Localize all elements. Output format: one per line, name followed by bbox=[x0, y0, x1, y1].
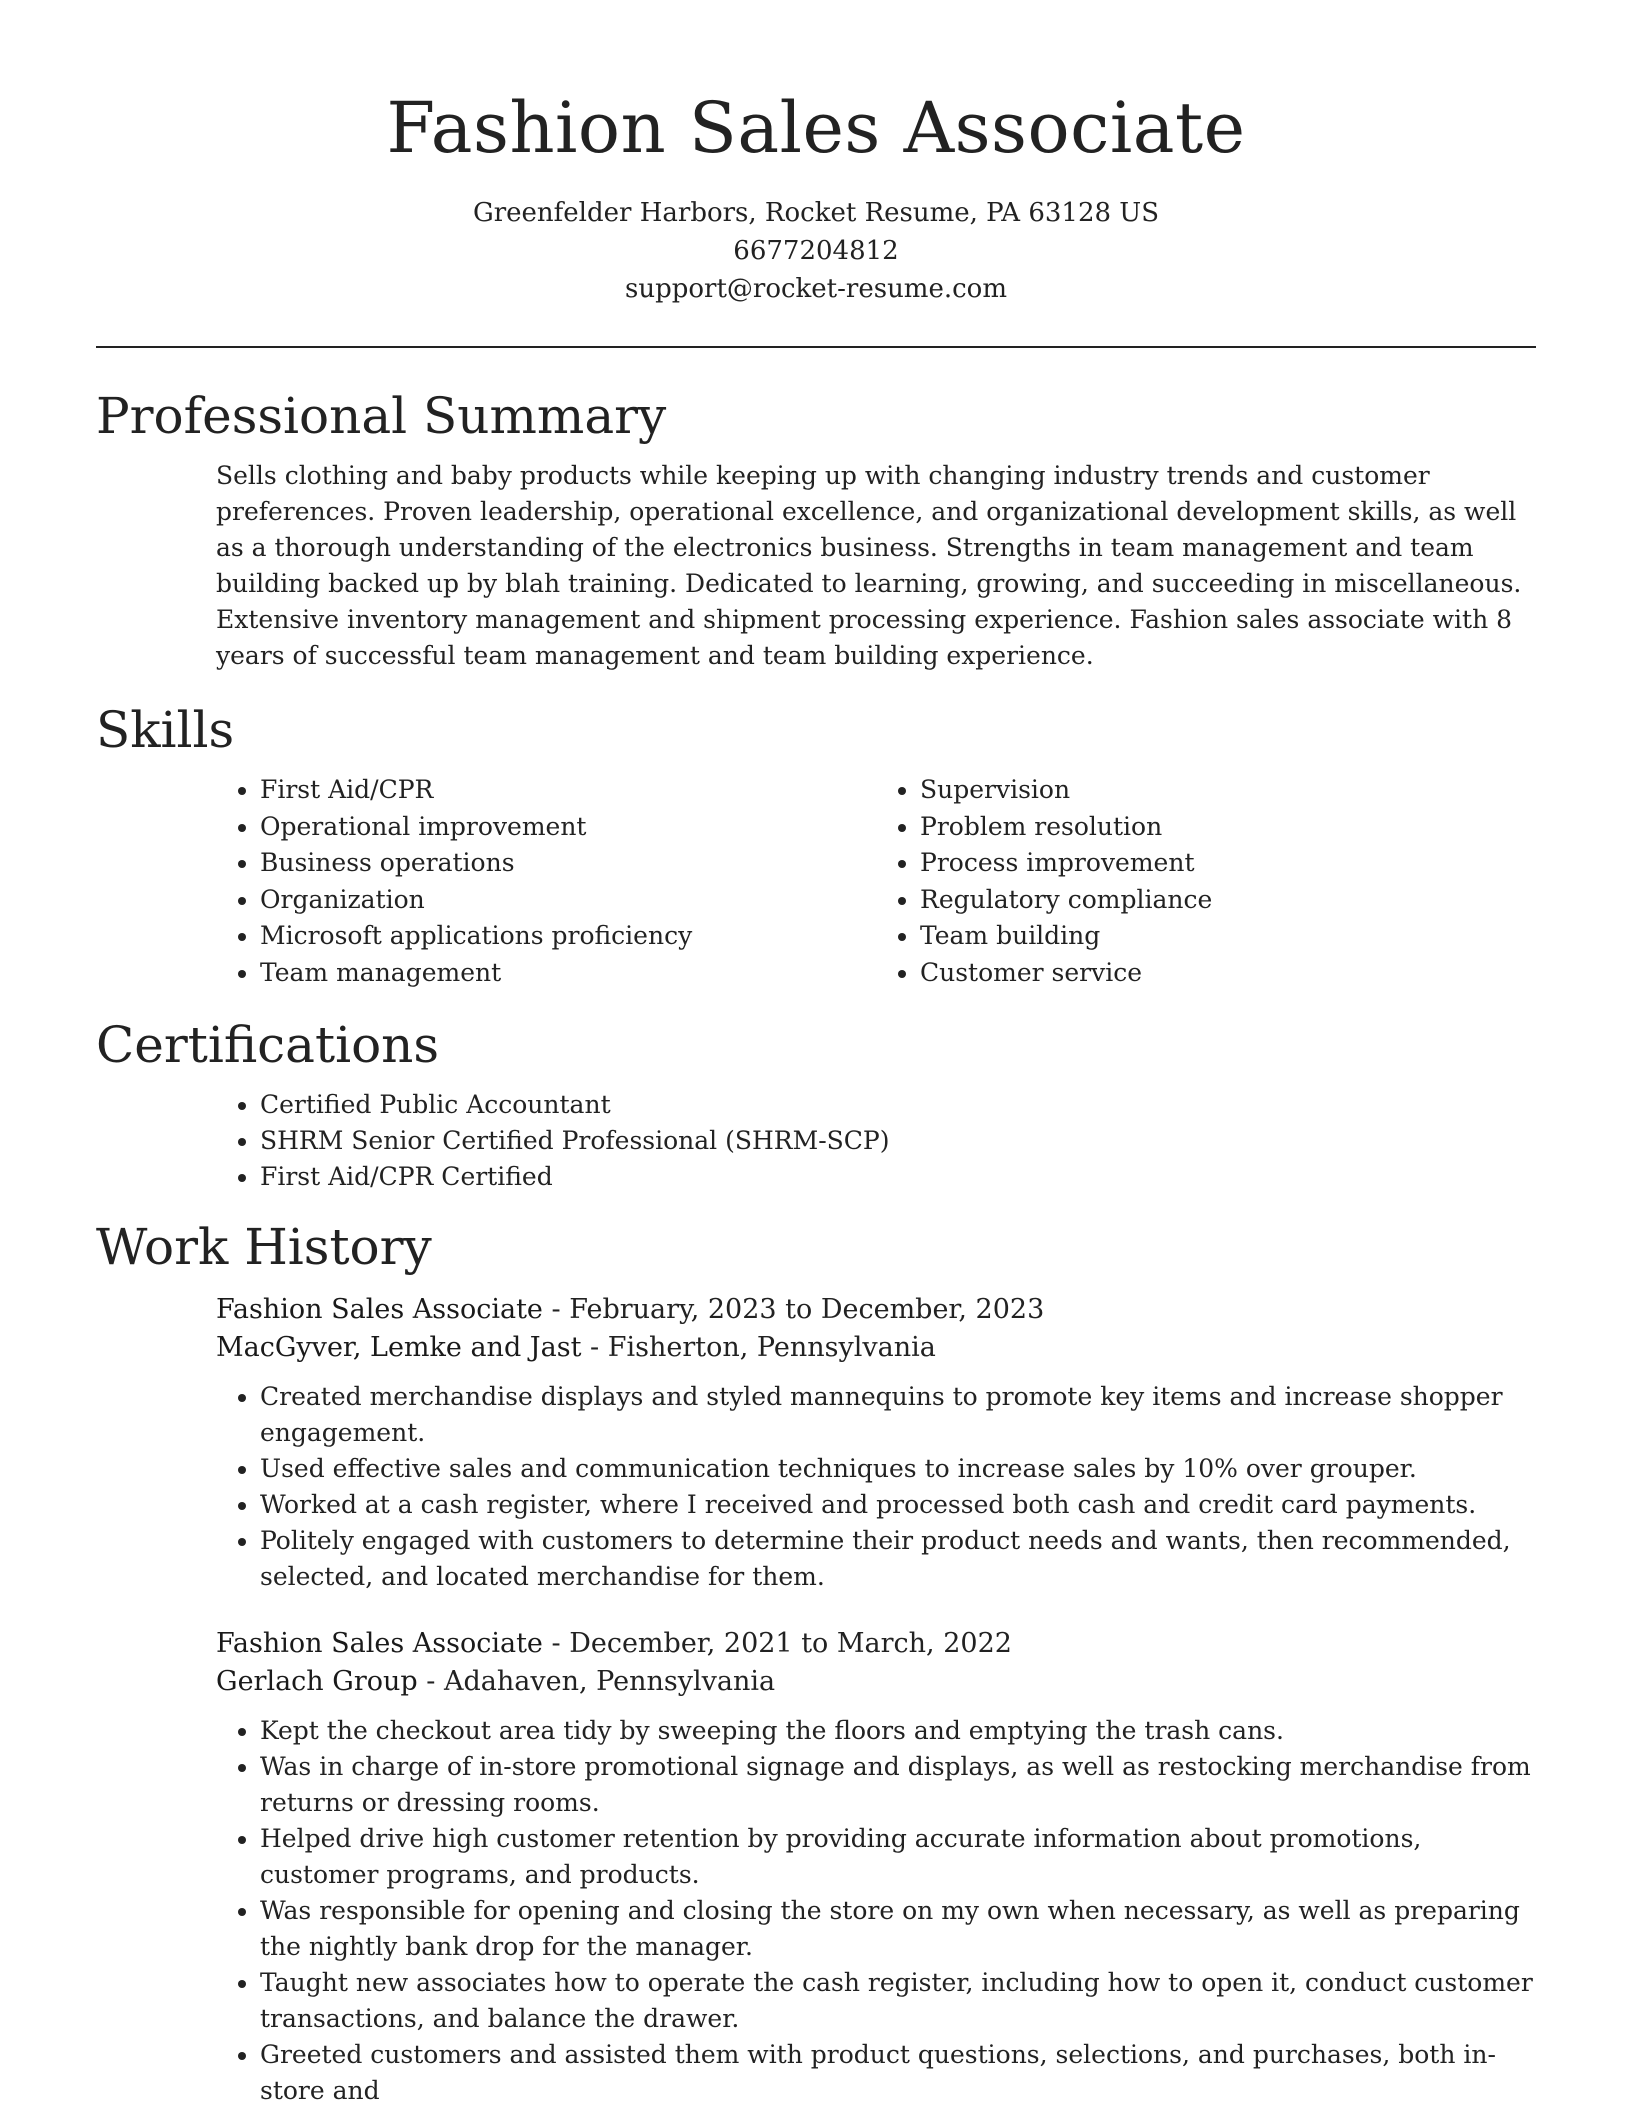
contact-address: Greenfelder Harbors, Rocket Resume, PA 63128 US bbox=[472, 198, 1160, 228]
summary-section bbox=[96, 386, 1536, 674]
job-company: Gerlach Group bbox=[216, 1666, 418, 1697]
job-entry bbox=[216, 1625, 1536, 2109]
resume-name: Fashion Sales Associate bbox=[386, 87, 1246, 169]
contact-block bbox=[96, 194, 1536, 308]
job-location: Adahaven, Pennsylvania bbox=[443, 1666, 776, 1697]
certification-item: • Certified Public Accountant bbox=[260, 1087, 1536, 1123]
job-location: Fisherton, Pennsylvania bbox=[607, 1332, 936, 1363]
job-bullet: • Taught new associates how to operate the cash register, including how to open it, conduct customer transactions, and balance the drawer. bbox=[260, 1965, 1536, 2037]
job-bullet: • Helped drive high customer retention by providing accurate information about promotions, customer programs, and products. bbox=[260, 1821, 1536, 1893]
job-title-line bbox=[216, 1625, 1536, 1663]
job-bullets bbox=[216, 1713, 1536, 2109]
certifications-section bbox=[96, 1015, 1536, 1195]
job-role: Fashion Sales Associate bbox=[216, 1294, 543, 1325]
skills-list-right bbox=[876, 772, 1536, 991]
skill-item: • Process improvement bbox=[920, 845, 1536, 882]
skills-grid bbox=[216, 772, 1536, 991]
work-history-heading: Work History bbox=[96, 1218, 432, 1276]
certifications-list bbox=[216, 1087, 1536, 1195]
job-dates: December, 2021 to March, 2022 bbox=[569, 1628, 1012, 1659]
job-bullet: • Was in charge of in-store promotional signage and displays, as well as restocking merchandise from returns or dressing rooms. bbox=[260, 1749, 1536, 1821]
job-bullet: • Politely engaged with customers to determine their product needs and wants, then recommended, selected, and located merchandise for them. bbox=[260, 1523, 1536, 1595]
job-company-separator: - bbox=[581, 1332, 608, 1363]
job-company-line bbox=[216, 1329, 1536, 1367]
skill-item: • Microsoft applications proficiency bbox=[260, 918, 876, 955]
skills-section bbox=[96, 700, 1536, 991]
certification-item: • First Aid/CPR Certified bbox=[260, 1159, 1536, 1195]
header-divider bbox=[96, 346, 1536, 348]
job-company-separator: - bbox=[417, 1666, 444, 1697]
job-bullets bbox=[216, 1379, 1536, 1595]
skill-item: • Regulatory compliance bbox=[920, 882, 1536, 919]
contact-email: support@rocket-resume.com bbox=[624, 274, 1007, 304]
job-company-line bbox=[216, 1663, 1536, 1701]
job-title-separator: - bbox=[542, 1628, 570, 1659]
job-title-line bbox=[216, 1291, 1536, 1329]
work-history-section bbox=[96, 1217, 1536, 2109]
skills-list-left bbox=[216, 772, 876, 991]
skill-item: • Operational improvement bbox=[260, 809, 876, 846]
job-bullet: • Was responsible for opening and closing the store on my own when necessary, as well as preparing the nightly bank drop for the manager. bbox=[260, 1893, 1536, 1965]
certifications-heading: Certifications bbox=[96, 1016, 440, 1074]
skill-item: • Business operations bbox=[260, 845, 876, 882]
certification-item: • SHRM Senior Certified Professional (SHRM-SCP) bbox=[260, 1123, 1536, 1159]
contact-phone: 6677204812 bbox=[733, 236, 899, 266]
job-company: MacGyver, Lemke and Jast bbox=[216, 1332, 582, 1363]
resume-header bbox=[96, 0, 1536, 308]
job-bullet: • Kept the checkout area tidy by sweeping the floors and emptying the trash cans. bbox=[260, 1713, 1536, 1749]
skill-item: • Team management bbox=[260, 955, 876, 992]
job-entry bbox=[216, 1291, 1536, 1595]
job-bullet: • Used effective sales and communication techniques to increase sales by 10% over grouper. bbox=[260, 1451, 1536, 1487]
job-title-separator: - bbox=[542, 1294, 570, 1325]
job-bullet: • Created merchandise displays and styled mannequins to promote key items and increase shopper engagement. bbox=[260, 1379, 1536, 1451]
summary-heading: Professional Summary bbox=[96, 387, 667, 445]
job-bullet: • Greeted customers and assisted them with product questions, selections, and purchases, both in-store and bbox=[260, 2037, 1536, 2109]
job-bullet: • Worked at a cash register, where I received and processed both cash and credit card payments. bbox=[260, 1487, 1536, 1523]
skills-heading: Skills bbox=[96, 701, 235, 759]
skill-item: • Customer service bbox=[920, 955, 1536, 992]
skill-item: • Supervision bbox=[920, 772, 1536, 809]
skill-item: • Organization bbox=[260, 882, 876, 919]
skill-item: • First Aid/CPR bbox=[260, 772, 876, 809]
job-dates: February, 2023 to December, 2023 bbox=[569, 1294, 1045, 1325]
summary-text: Sells clothing and baby products while keeping up with changing industry trends and customer preferences. Proven leadership, operational excellence, and organizational development skills, as well as a thorough understanding of the electronics business. Strengths in team management and team building backed up by blah training. Dedicated to learning, growing, and succeeding in miscellaneous. Extensive inventory management and shipment processing experience. Fashion sales associate with 8 years of successful team management and team building experience. bbox=[216, 461, 1522, 670]
skill-item: • Team building bbox=[920, 918, 1536, 955]
skill-item: • Problem resolution bbox=[920, 809, 1536, 846]
job-role: Fashion Sales Associate bbox=[216, 1628, 543, 1659]
